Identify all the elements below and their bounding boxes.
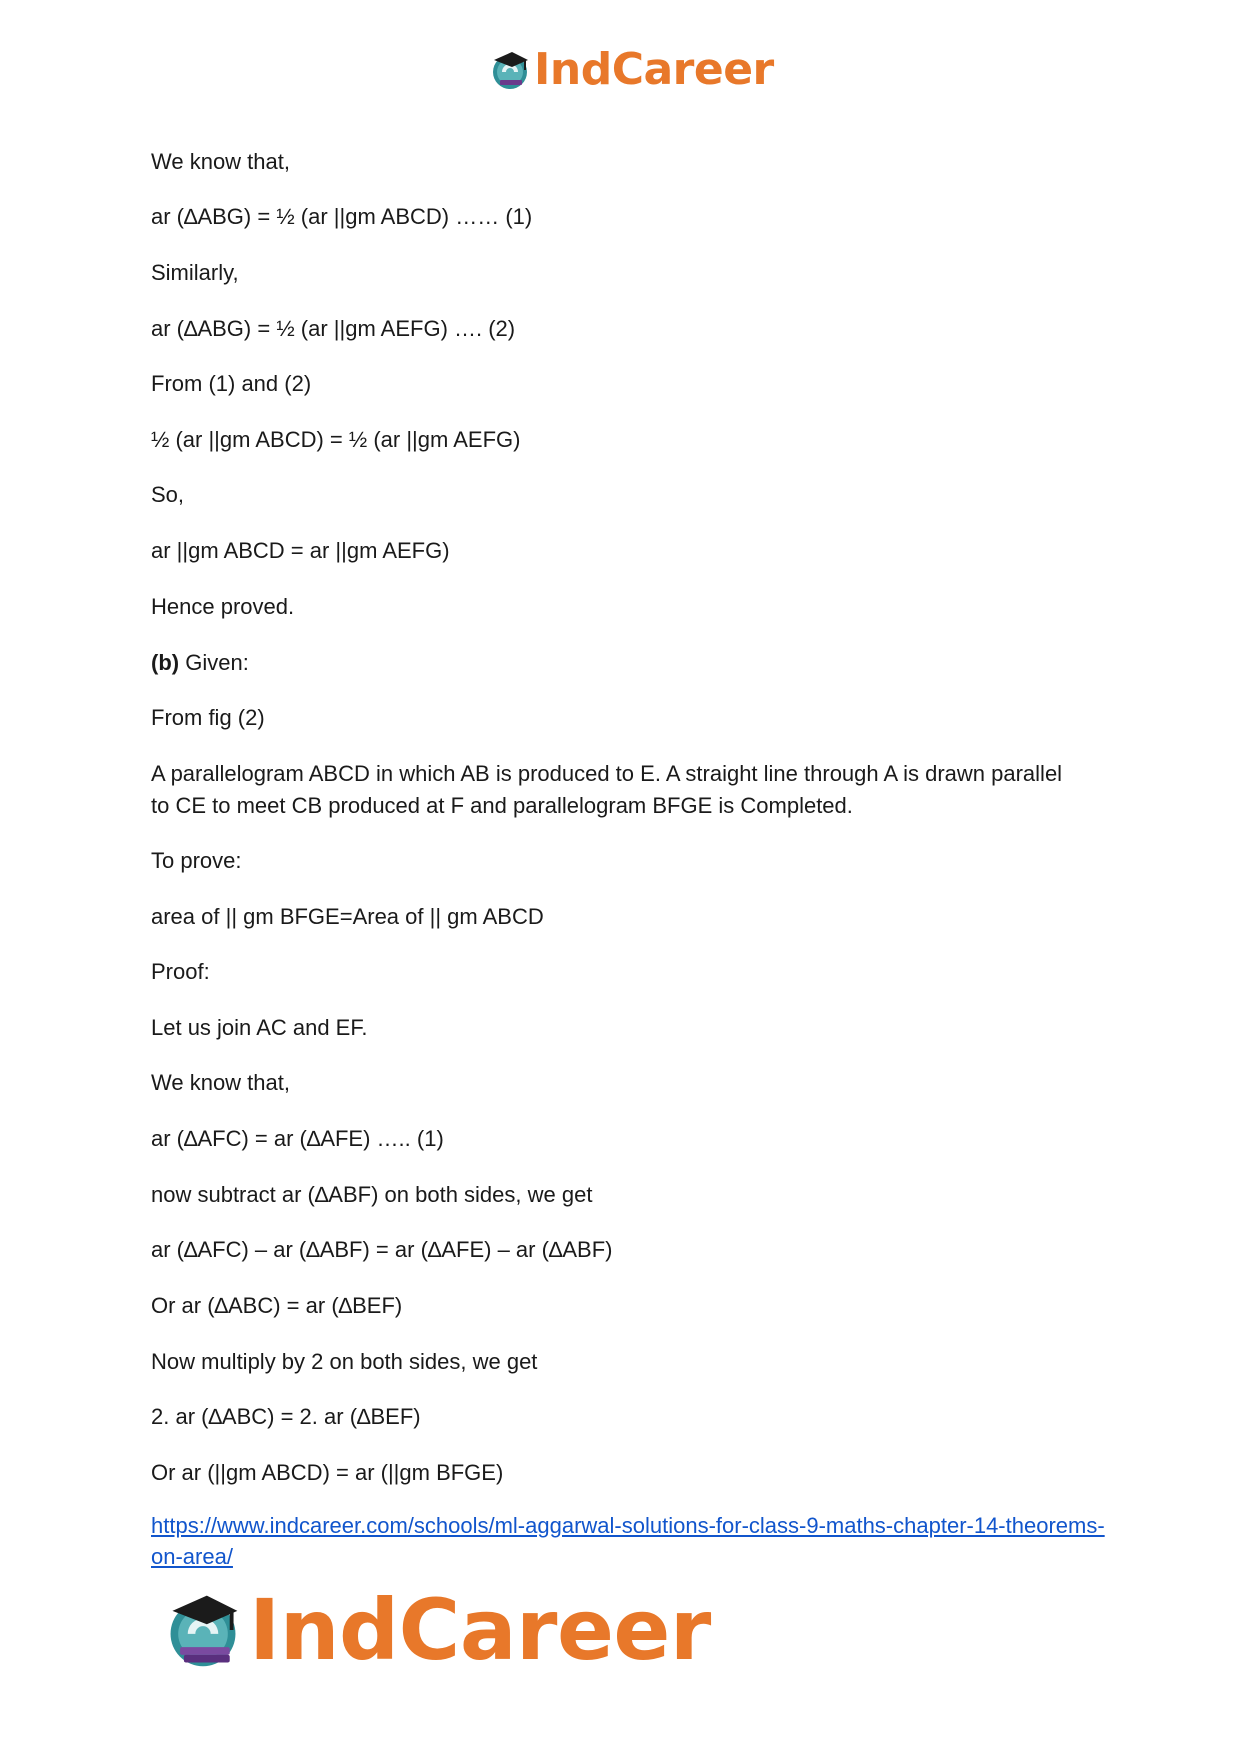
text-line: To prove: bbox=[151, 848, 242, 873]
text-line: ar (∆ABG) = ½ (ar ||gm AEFG) …. (2) bbox=[151, 316, 516, 341]
footer-logo bbox=[161, 1581, 711, 1679]
text-line: 2. ar (∆ABC) = 2. ar (∆BEF) bbox=[151, 1404, 421, 1429]
text-paragraph: A parallelogram ABCD in which AB is produced to E. A straight line through A is drawn parallel to CE to meet CB produced at F and parallelogram BFGE is Completed. bbox=[151, 761, 1063, 818]
text-line: ar (∆AFC) – ar (∆ABF) = ar (∆AFE) – ar (∆ABF) bbox=[151, 1237, 613, 1262]
graduation-cap-globe-books-icon bbox=[161, 1588, 245, 1672]
text-line: We know that, bbox=[151, 1070, 290, 1095]
part-heading bbox=[151, 647, 249, 679]
brand-name: IndCareer bbox=[249, 1581, 711, 1679]
text-line: ar ||gm ABCD = ar ||gm AEFG) bbox=[151, 538, 450, 563]
text-line: Or ar (||gm ABCD) = ar (||gm BFGE) bbox=[151, 1460, 504, 1485]
brand-name: IndCareer bbox=[534, 44, 774, 95]
graduation-cap-globe-icon bbox=[488, 48, 532, 92]
header-logo bbox=[488, 40, 774, 100]
text-line: From (1) and (2) bbox=[151, 371, 312, 396]
text-line: area of || gm BFGE=Area of || gm ABCD bbox=[151, 904, 544, 929]
text-line: So, bbox=[151, 482, 185, 507]
text-line: Proof: bbox=[151, 959, 210, 984]
text-line: ar (∆ABG) = ½ (ar ||gm ABCD) …… (1) bbox=[151, 204, 533, 229]
text-line: Similarly, bbox=[151, 260, 239, 285]
text-line: From fig (2) bbox=[151, 705, 265, 730]
source-link[interactable]: https://www.indcareer.com/schools/ml-aggarwal-solutions-for-class-9-maths-chapter-14-theorems-on-area/ bbox=[151, 1513, 1105, 1569]
text-line: Let us join AC and EF. bbox=[151, 1015, 368, 1040]
text-line: Or ar (∆ABC) = ar (∆BEF) bbox=[151, 1293, 403, 1318]
text-line: now subtract ar (∆ABF) on both sides, we get bbox=[151, 1182, 593, 1207]
text-line: ar (∆AFC) = ar (∆AFE) ….. (1) bbox=[151, 1126, 444, 1151]
text-line: ½ (ar ||gm ABCD) = ½ (ar ||gm AEFG) bbox=[151, 427, 521, 452]
text-line: Hence proved. bbox=[151, 594, 295, 619]
text-line: We know that, bbox=[151, 149, 290, 174]
text-line: Now multiply by 2 on both sides, we get bbox=[151, 1349, 538, 1374]
part-label: (b) bbox=[151, 650, 180, 675]
part-heading-text: Given: bbox=[185, 650, 249, 675]
